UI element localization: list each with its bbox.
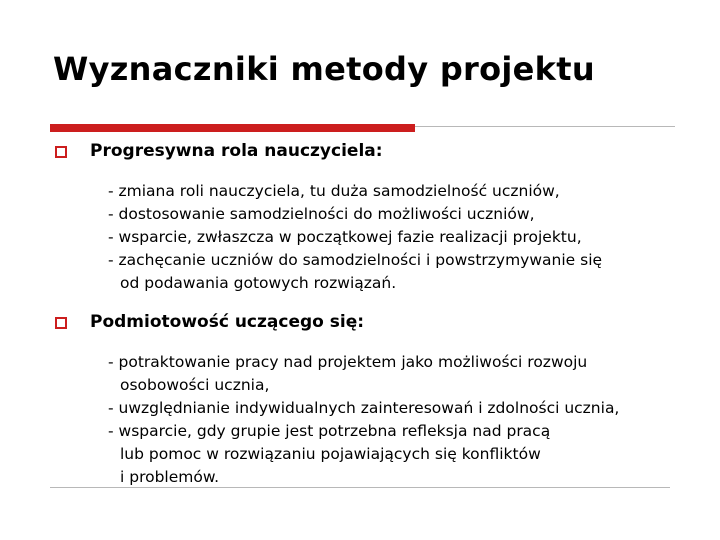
list-item: - wsparcie, gdy grupie jest potrzebna refleksja nad pracą <box>108 422 551 440</box>
section-heading-teacher-role: Progresywna rola nauczyciela: <box>90 141 383 161</box>
list-item: - wsparcie, zwłaszcza w początkowej fazie realizacji projektu, <box>108 228 582 246</box>
list-item-continuation: i problemów. <box>120 468 220 486</box>
square-bullet-icon <box>55 317 67 329</box>
list-item-continuation: od podawania gotowych rozwiązań. <box>120 274 397 292</box>
list-item: - potraktowanie pracy nad projektem jako możliwości rozwoju <box>108 353 588 371</box>
square-bullet-icon <box>55 146 67 158</box>
section-heading-learner-agency: Podmiotowość uczącego się: <box>90 312 365 332</box>
section-list-learner-agency <box>108 351 619 489</box>
list-item: - dostosowanie samodzielności do możliwości uczniów, <box>108 205 535 223</box>
title-underline-accent <box>50 124 415 132</box>
list-item-continuation: lub pomoc w rozwiązaniu pojawiających się konfliktów <box>120 445 541 463</box>
list-item-continuation: osobowości ucznia, <box>120 376 270 394</box>
footer-rule <box>50 487 670 488</box>
section-list-teacher-role <box>108 180 602 295</box>
list-item: - zachęcanie uczniów do samodzielności i powstrzymywanie się <box>108 251 603 269</box>
slide-title: Wyznaczniki metody projektu <box>53 50 595 88</box>
list-item: - zmiana roli nauczyciela, tu duża samodzielność uczniów, <box>108 182 560 200</box>
title-underline-rule <box>415 126 675 127</box>
list-item: - uwzględnianie indywidualnych zainteresowań i zdolności ucznia, <box>108 399 620 417</box>
